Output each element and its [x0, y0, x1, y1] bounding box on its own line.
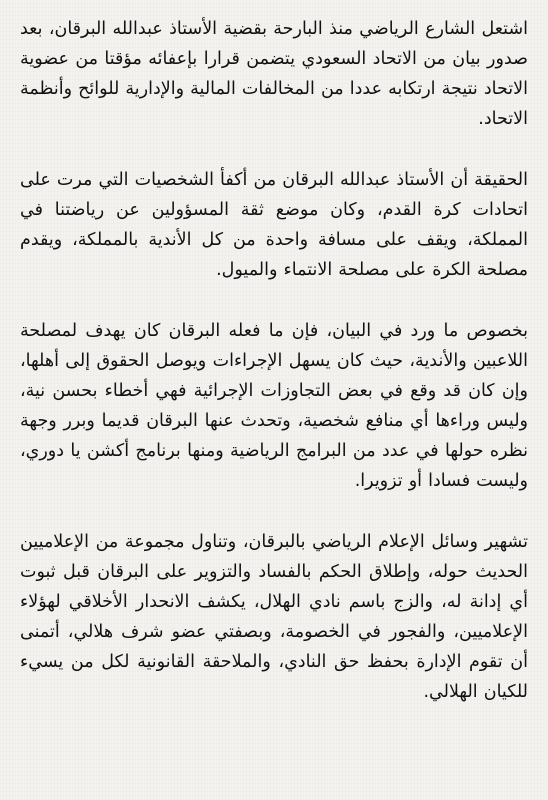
- article-paragraph-2: الحقيقة أن الأستاذ عبدالله البرقان من أكفأ الشخصيات التي مرت على اتحادات كرة القدم، وكان موضع ثقة المسؤولين عن رياضتنا في المملكة، ويقف على مسافة واحدة من كل الأندية بالمملكة، ويقدم مصلحة الكرة على مصلحة الانتماء والميول.: [20, 170, 528, 280]
- article-paragraph-1: اشتعل الشارع الرياضي منذ البارحة بقضية الأستاذ عبدالله البرقان، بعد صدور بيان من الاتحاد السعودي يتضمن قرارا بإعفائه مؤقتا من عضوية الاتحاد نتيجة ارتكابه عددا من المخالفات المالية والإدارية للوائح وأنظمة الاتحاد.: [20, 19, 528, 129]
- article-paragraph-3: بخصوص ما ورد في البيان، فإن ما فعله البرقان كان يهدف لمصلحة اللاعبين والأندية، حيث كان يسهل الإجراءات ويوصل الحقوق إلى أهلها، وإن كان قد وقع في بعض التجاوزات الإجرائية فهي أخطاء بحسن نية، وليس وراءها أي منافع شخصية، وتحدث عنها البرقان قديما وبرر وجهة نظره حولها في عدد من البرامج الرياضية ومنها برنامج أكشن يا دوري، وليست فسادا أو تزويرا.: [20, 321, 528, 491]
- article-paragraph-4: تشهير وسائل الإعلام الرياضي بالبرقان، وتناول مجموعة من الإعلاميين الحديث حوله، وإطلاق الحكم بالفساد والتزوير على البرقان قبل ثبوت أي إدانة له، والزج باسم نادي الهلال، يكشف الانحدار الأخلاقي لهؤلاء الإعلاميين، والفجور في الخصومة، وبصفتي عضو شرف هلالي، أتمنى أن تقوم الإدارة بحفظ حق النادي، والملاحقة القانونية لكل من يسيء للكيان الهلالي.: [20, 532, 528, 702]
